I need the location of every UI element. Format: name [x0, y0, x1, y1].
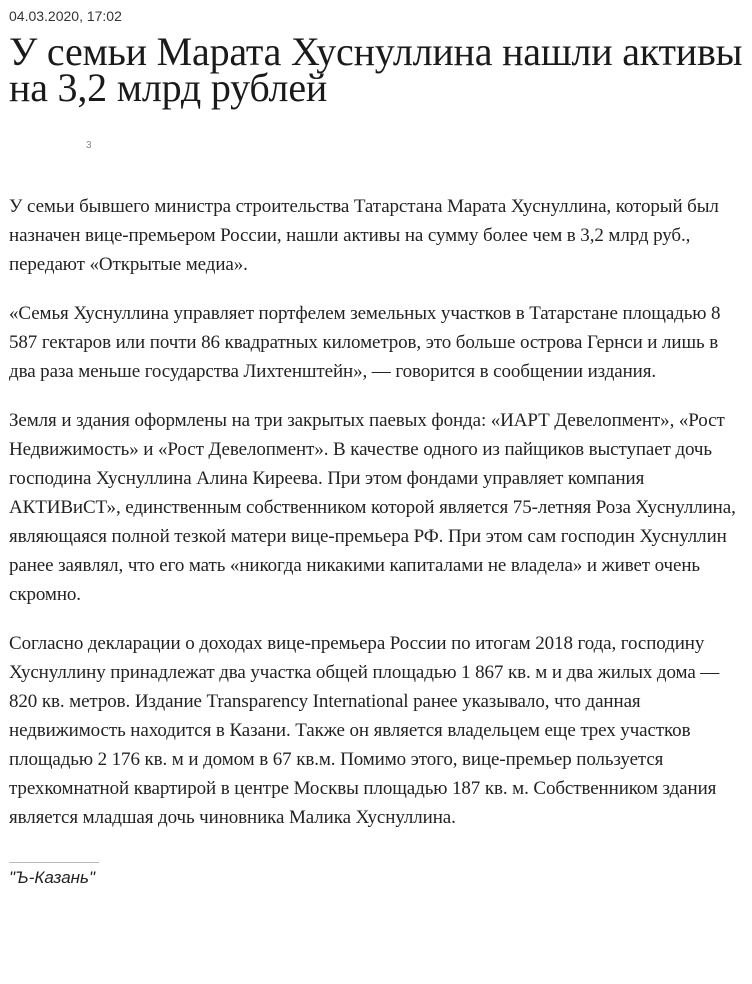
article-source: "Ъ-Казань" [9, 868, 95, 887]
paragraph: Согласно декларации о доходах вице-премьера России по итогам 2018 года, господину Хуснуллину принадлежат два участка общей площадью 1 867 кв. м и два жилых дома — 820 кв. метров. Издание Transparency International ранее указывало, что данная недвижимость находится в Казани. Также он является владельцем еще трех участков площадью 2 176 кв. м и домом в 67 кв.м. Помимо этого, вице-премьер пользуется трехкомнатной квартирой в центре Москвы площадью 187 кв. м. Собственником здания является младшая дочь чиновника Малика Хуснуллина. [9, 633, 720, 828]
comments-count[interactable]: 3 [86, 140, 92, 151]
publication-date: 04.03.2020, 17:02 [9, 8, 122, 24]
article-meta [9, 106, 743, 166]
paragraph: «Семья Хуснуллина управляет портфелем земельных участков в Татарстане площадью 8 587 гектаров или почти 86 квадратных километров, это больше острова Гернси и лишь в два раза меньше государства Лихтенштейн», — говорится в сообщении издания. [9, 303, 721, 382]
paragraph: Земля и здания оформлены на три закрытых паевых фонда: «ИАРТ Девелопмент», «Рост Недвижимость» и «Рост Девелопмент». В качестве одного из пайщиков выступает дочь господина Хуснуллина Алина Киреева. При этом фондами управляет компания АКТИВиСТ», единственным собственником которой является 75-летняя Роза Хуснуллина, являющаяся полной тезкой матери вице-премьера РФ. При этом сам господин Хуснуллин ранее заявлял, что его мать «никогда никакими капиталами не владела» и живет очень скромно. [9, 410, 736, 605]
article-title: У семьи Марата Хуснуллина нашли активы на 3,2 млрд рублей [9, 29, 743, 110]
source-divider [9, 862, 99, 863]
paragraph: У семьи бывшего министра строительства Татарстана Марата Хуснуллина, который был назначен вице-премьером России, нашли активы на сумму более чем в 3,2 млрд руб., передают «Открытые медиа». [9, 196, 719, 275]
article [9, 0, 743, 888]
article-body [9, 192, 743, 832]
